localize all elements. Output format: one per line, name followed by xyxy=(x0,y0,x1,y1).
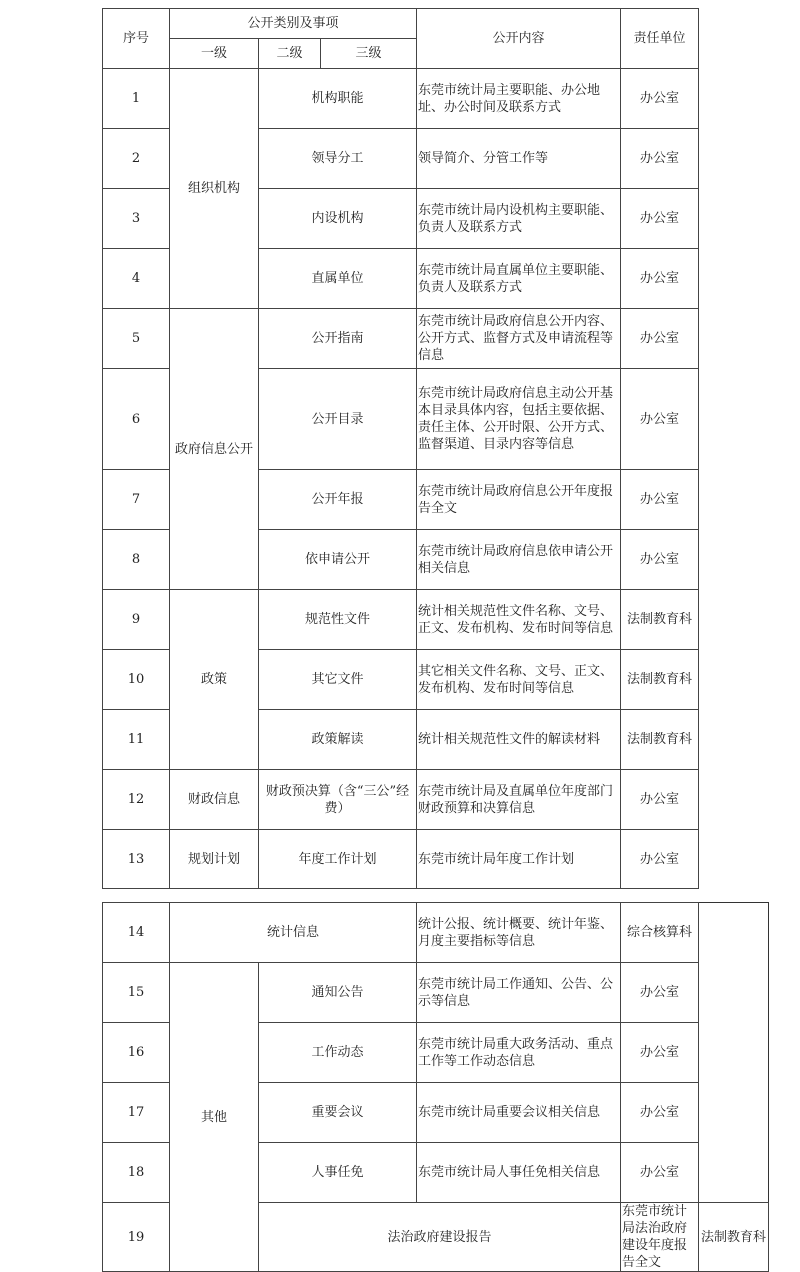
row-unit: 办公室 xyxy=(621,963,699,1023)
row-unit: 办公室 xyxy=(621,1143,699,1203)
header-content: 公开内容 xyxy=(417,9,621,69)
row-no: 19 xyxy=(103,1203,170,1272)
row-content: 东莞市统计局政府信息依申请公开相关信息 xyxy=(417,530,621,590)
table-row xyxy=(103,903,769,963)
row-no: 14 xyxy=(103,903,170,963)
row-item: 内设机构 xyxy=(259,189,417,249)
table-row xyxy=(103,590,699,650)
row-no: 17 xyxy=(103,1083,170,1143)
row-unit: 法制教育科 xyxy=(621,710,699,770)
header-no: 序号 xyxy=(103,9,170,69)
table-row xyxy=(103,770,699,830)
row-unit: 办公室 xyxy=(621,309,699,369)
header-level1: 一级 xyxy=(170,39,259,69)
row-unit: 办公室 xyxy=(621,249,699,309)
table-row xyxy=(103,963,769,1023)
table-row xyxy=(103,69,699,129)
row-item: 其它文件 xyxy=(259,650,417,710)
row-unit: 法制教育科 xyxy=(621,650,699,710)
row-item: 规范性文件 xyxy=(259,590,417,650)
row-item: 公开目录 xyxy=(259,369,417,470)
row-content: 东莞市统计局法治政府建设年度报告全文 xyxy=(621,1203,699,1272)
row-content: 东莞市统计局政府信息主动公开基本目录具体内容，包括主要依据、责任主体、公开时限、公开方式、监督渠道、目录内容等信息 xyxy=(417,369,621,470)
row-content: 东莞市统计局政府信息公开年度报告全文 xyxy=(417,470,621,530)
row-no: 5 xyxy=(103,309,170,369)
row-no: 6 xyxy=(103,369,170,470)
header-category: 公开类别及事项 xyxy=(170,9,417,39)
row-content: 统计相关规范性文件的解读材料 xyxy=(417,710,621,770)
row-item: 公开年报 xyxy=(259,470,417,530)
row-content: 东莞市统计局直属单位主要职能、负责人及联系方式 xyxy=(417,249,621,309)
row-no: 1 xyxy=(103,69,170,129)
row-content: 东莞市统计局政府信息公开内容、公开方式、监督方式及申请流程等信息 xyxy=(417,309,621,369)
disclosure-table-part2 xyxy=(102,902,769,1272)
row-item: 法治政府建设报告 xyxy=(259,1203,621,1272)
row-item: 财政预决算（含“三公”经费） xyxy=(259,770,417,830)
row-no: 9 xyxy=(103,590,170,650)
header-level3: 三级 xyxy=(321,39,417,69)
row-item: 直属单位 xyxy=(259,249,417,309)
table-row xyxy=(103,309,699,369)
row-item: 年度工作计划 xyxy=(259,830,417,889)
row-item: 重要会议 xyxy=(259,1083,417,1143)
row-content: 统计公报、统计概要、统计年鉴、月度主要指标等信息 xyxy=(417,903,621,963)
row-unit: 办公室 xyxy=(621,69,699,129)
row-content: 其它相关文件名称、文号、正文、发布机构、发布时间等信息 xyxy=(417,650,621,710)
group-label: 组织机构 xyxy=(170,69,259,309)
row-no: 15 xyxy=(103,963,170,1023)
row-item: 工作动态 xyxy=(259,1023,417,1083)
group-label: 其他 xyxy=(170,963,259,1272)
group-label: 规划计划 xyxy=(170,830,259,889)
row-unit: 办公室 xyxy=(621,189,699,249)
row-no: 10 xyxy=(103,650,170,710)
row-unit: 法制教育科 xyxy=(621,590,699,650)
row-no: 2 xyxy=(103,129,170,189)
row-item: 人事任免 xyxy=(259,1143,417,1203)
disclosure-table-part1 xyxy=(102,8,699,889)
row-no: 7 xyxy=(103,470,170,530)
row-item: 通知公告 xyxy=(259,963,417,1023)
group-label: 政策 xyxy=(170,590,259,770)
row-unit: 办公室 xyxy=(621,530,699,590)
row-content: 东莞市统计局主要职能、办公地址、办公时间及联系方式 xyxy=(417,69,621,129)
row-unit: 办公室 xyxy=(621,1023,699,1083)
row-content: 东莞市统计局工作通知、公告、公示等信息 xyxy=(417,963,621,1023)
row-item: 依申请公开 xyxy=(259,530,417,590)
row-no: 4 xyxy=(103,249,170,309)
row-item: 机构职能 xyxy=(259,69,417,129)
header-level2: 二级 xyxy=(259,39,321,69)
row-unit: 办公室 xyxy=(621,770,699,830)
row-unit: 综合核算科 xyxy=(621,903,699,963)
row-unit: 办公室 xyxy=(621,129,699,189)
row-content: 东莞市统计局重要会议相关信息 xyxy=(417,1083,621,1143)
row-no: 13 xyxy=(103,830,170,889)
row-item: 统计信息 xyxy=(170,903,417,963)
row-content: 东莞市统计局人事任免相关信息 xyxy=(417,1143,621,1203)
row-unit: 办公室 xyxy=(621,1083,699,1143)
row-content: 统计相关规范性文件名称、文号、正文、发布机构、发布时间等信息 xyxy=(417,590,621,650)
row-unit: 办公室 xyxy=(621,830,699,889)
header-unit: 责任单位 xyxy=(621,9,699,69)
row-no: 3 xyxy=(103,189,170,249)
row-content: 东莞市统计局年度工作计划 xyxy=(417,830,621,889)
group-label: 财政信息 xyxy=(170,770,259,830)
row-unit: 办公室 xyxy=(621,369,699,470)
row-no: 8 xyxy=(103,530,170,590)
row-content: 东莞市统计局及直属单位年度部门财政预算和决算信息 xyxy=(417,770,621,830)
row-content: 东莞市统计局重大政务活动、重点工作等工作动态信息 xyxy=(417,1023,621,1083)
row-unit: 办公室 xyxy=(621,470,699,530)
row-no: 11 xyxy=(103,710,170,770)
row-no: 18 xyxy=(103,1143,170,1203)
row-item: 领导分工 xyxy=(259,129,417,189)
row-content: 东莞市统计局内设机构主要职能、负责人及联系方式 xyxy=(417,189,621,249)
row-no: 12 xyxy=(103,770,170,830)
table-row xyxy=(103,830,699,889)
row-content: 领导简介、分管工作等 xyxy=(417,129,621,189)
row-no: 16 xyxy=(103,1023,170,1083)
group-label: 政府信息公开 xyxy=(170,309,259,590)
row-unit: 法制教育科 xyxy=(699,1203,769,1272)
row-item: 公开指南 xyxy=(259,309,417,369)
row-item: 政策解读 xyxy=(259,710,417,770)
